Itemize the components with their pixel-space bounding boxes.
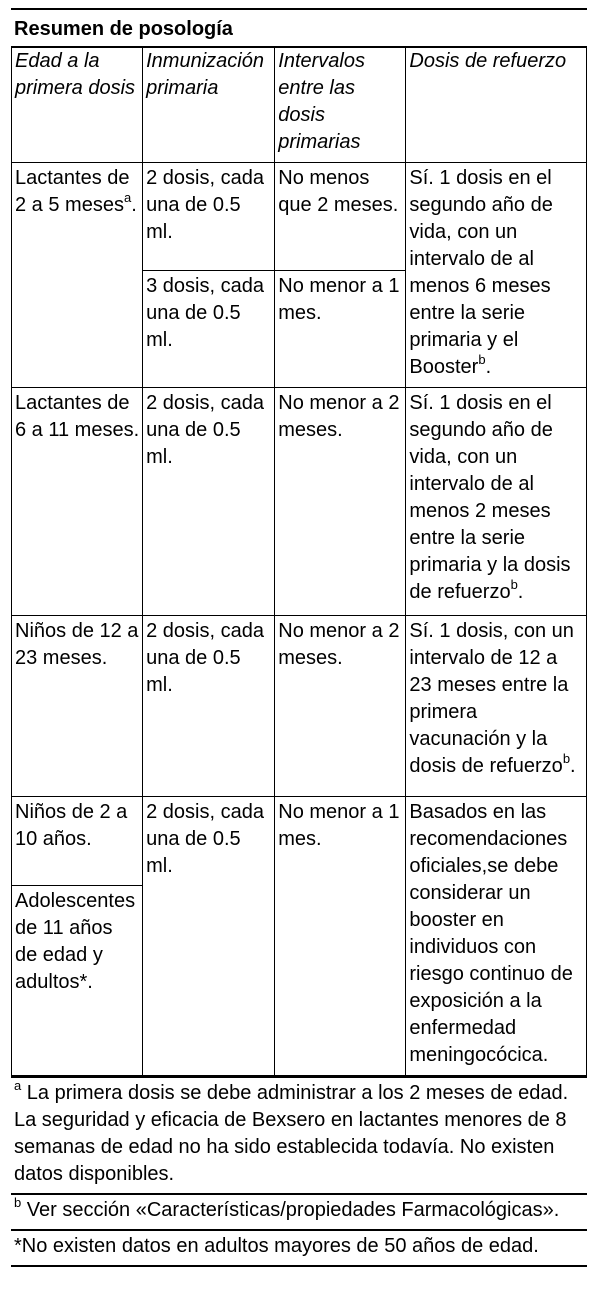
booster-cell: Sí. 1 dosis, con un intervalo de 12 a 23 meses entre la primera vacunación y la dosis de refuerzo$^b$.: [406, 616, 587, 797]
header-primary-intervals: Intervalos entre las dosis primarias: [275, 47, 406, 163]
primary-immunization-cell: 2 dosis, cada una de 0.5 ml.: [143, 388, 275, 616]
footnote-a: $^a$ La primera dosis se debe administrar a los 2 meses de edad. La seguridad y eficacia de Bexsero en lactantes menores de 8 semanas de edad no ha sido establecida todavía. No existen datos disponibles.: [11, 1076, 587, 1193]
interval-cell: No menor a 1 mes.: [275, 797, 406, 1076]
age-cell: Niños de 2 a 10 años.: [12, 797, 143, 886]
booster-cell: Sí. 1 dosis en el segundo año de vida, con un intervalo de al menos 2 meses entre la serie primaria y la dosis de refuerzo$^b$.: [406, 388, 587, 616]
age-cell: Lactantes de 6 a 11 meses.: [12, 388, 143, 616]
booster-cell: Sí. 1 dosis en el segundo año de vida, con un intervalo de al menos 6 meses entre la serie primaria y el Booster$^b$.: [406, 163, 587, 388]
interval-cell: No menos que 2 meses.: [275, 163, 406, 271]
footnote-star: *No existen datos en adultos mayores de 50 años de edad.: [11, 1229, 587, 1267]
primary-immunization-cell: 2 dosis, cada una de 0.5 ml.: [143, 163, 275, 271]
dosage-summary: [11, 8, 587, 1267]
primary-immunization-cell: 2 dosis, cada una de 0.5 ml.: [143, 797, 275, 1076]
header-booster: Dosis de refuerzo: [406, 47, 587, 163]
footnote-b: $^b$ Ver sección «Características/propiedades Farmacológicas».: [11, 1193, 587, 1229]
interval-cell: No menor a 2 meses.: [275, 388, 406, 616]
table-row: [12, 388, 587, 616]
table-row: [12, 163, 587, 271]
table-row: [12, 616, 587, 797]
table-header-row: [12, 47, 587, 163]
primary-immunization-cell: 2 dosis, cada una de 0.5 ml.: [143, 616, 275, 797]
interval-cell: No menor a 2 meses.: [275, 616, 406, 797]
age-cell: Niños de 12 a 23 meses.: [12, 616, 143, 797]
header-primary-immunization: Inmunización primaria: [143, 47, 275, 163]
header-age: Edad a la primera dosis: [12, 47, 143, 163]
age-cell: Lactantes de 2 a 5 meses$^a$.: [12, 163, 143, 388]
primary-immunization-cell: 3 dosis, cada una de 0.5 ml.: [143, 271, 275, 388]
interval-cell: No menor a 1 mes.: [275, 271, 406, 388]
booster-cell: Basados en las recomendaciones oficiales,se debe considerar un booster en individuos con riesgo continuo de exposición a la enfermedad meningocócica.: [406, 797, 587, 1076]
section-title: Resumen de posología: [11, 8, 587, 46]
table-row: [12, 797, 587, 886]
dosage-table: [11, 46, 587, 1076]
age-cell: Adolescentes de 11 años de edad y adultos*.: [12, 886, 143, 1076]
